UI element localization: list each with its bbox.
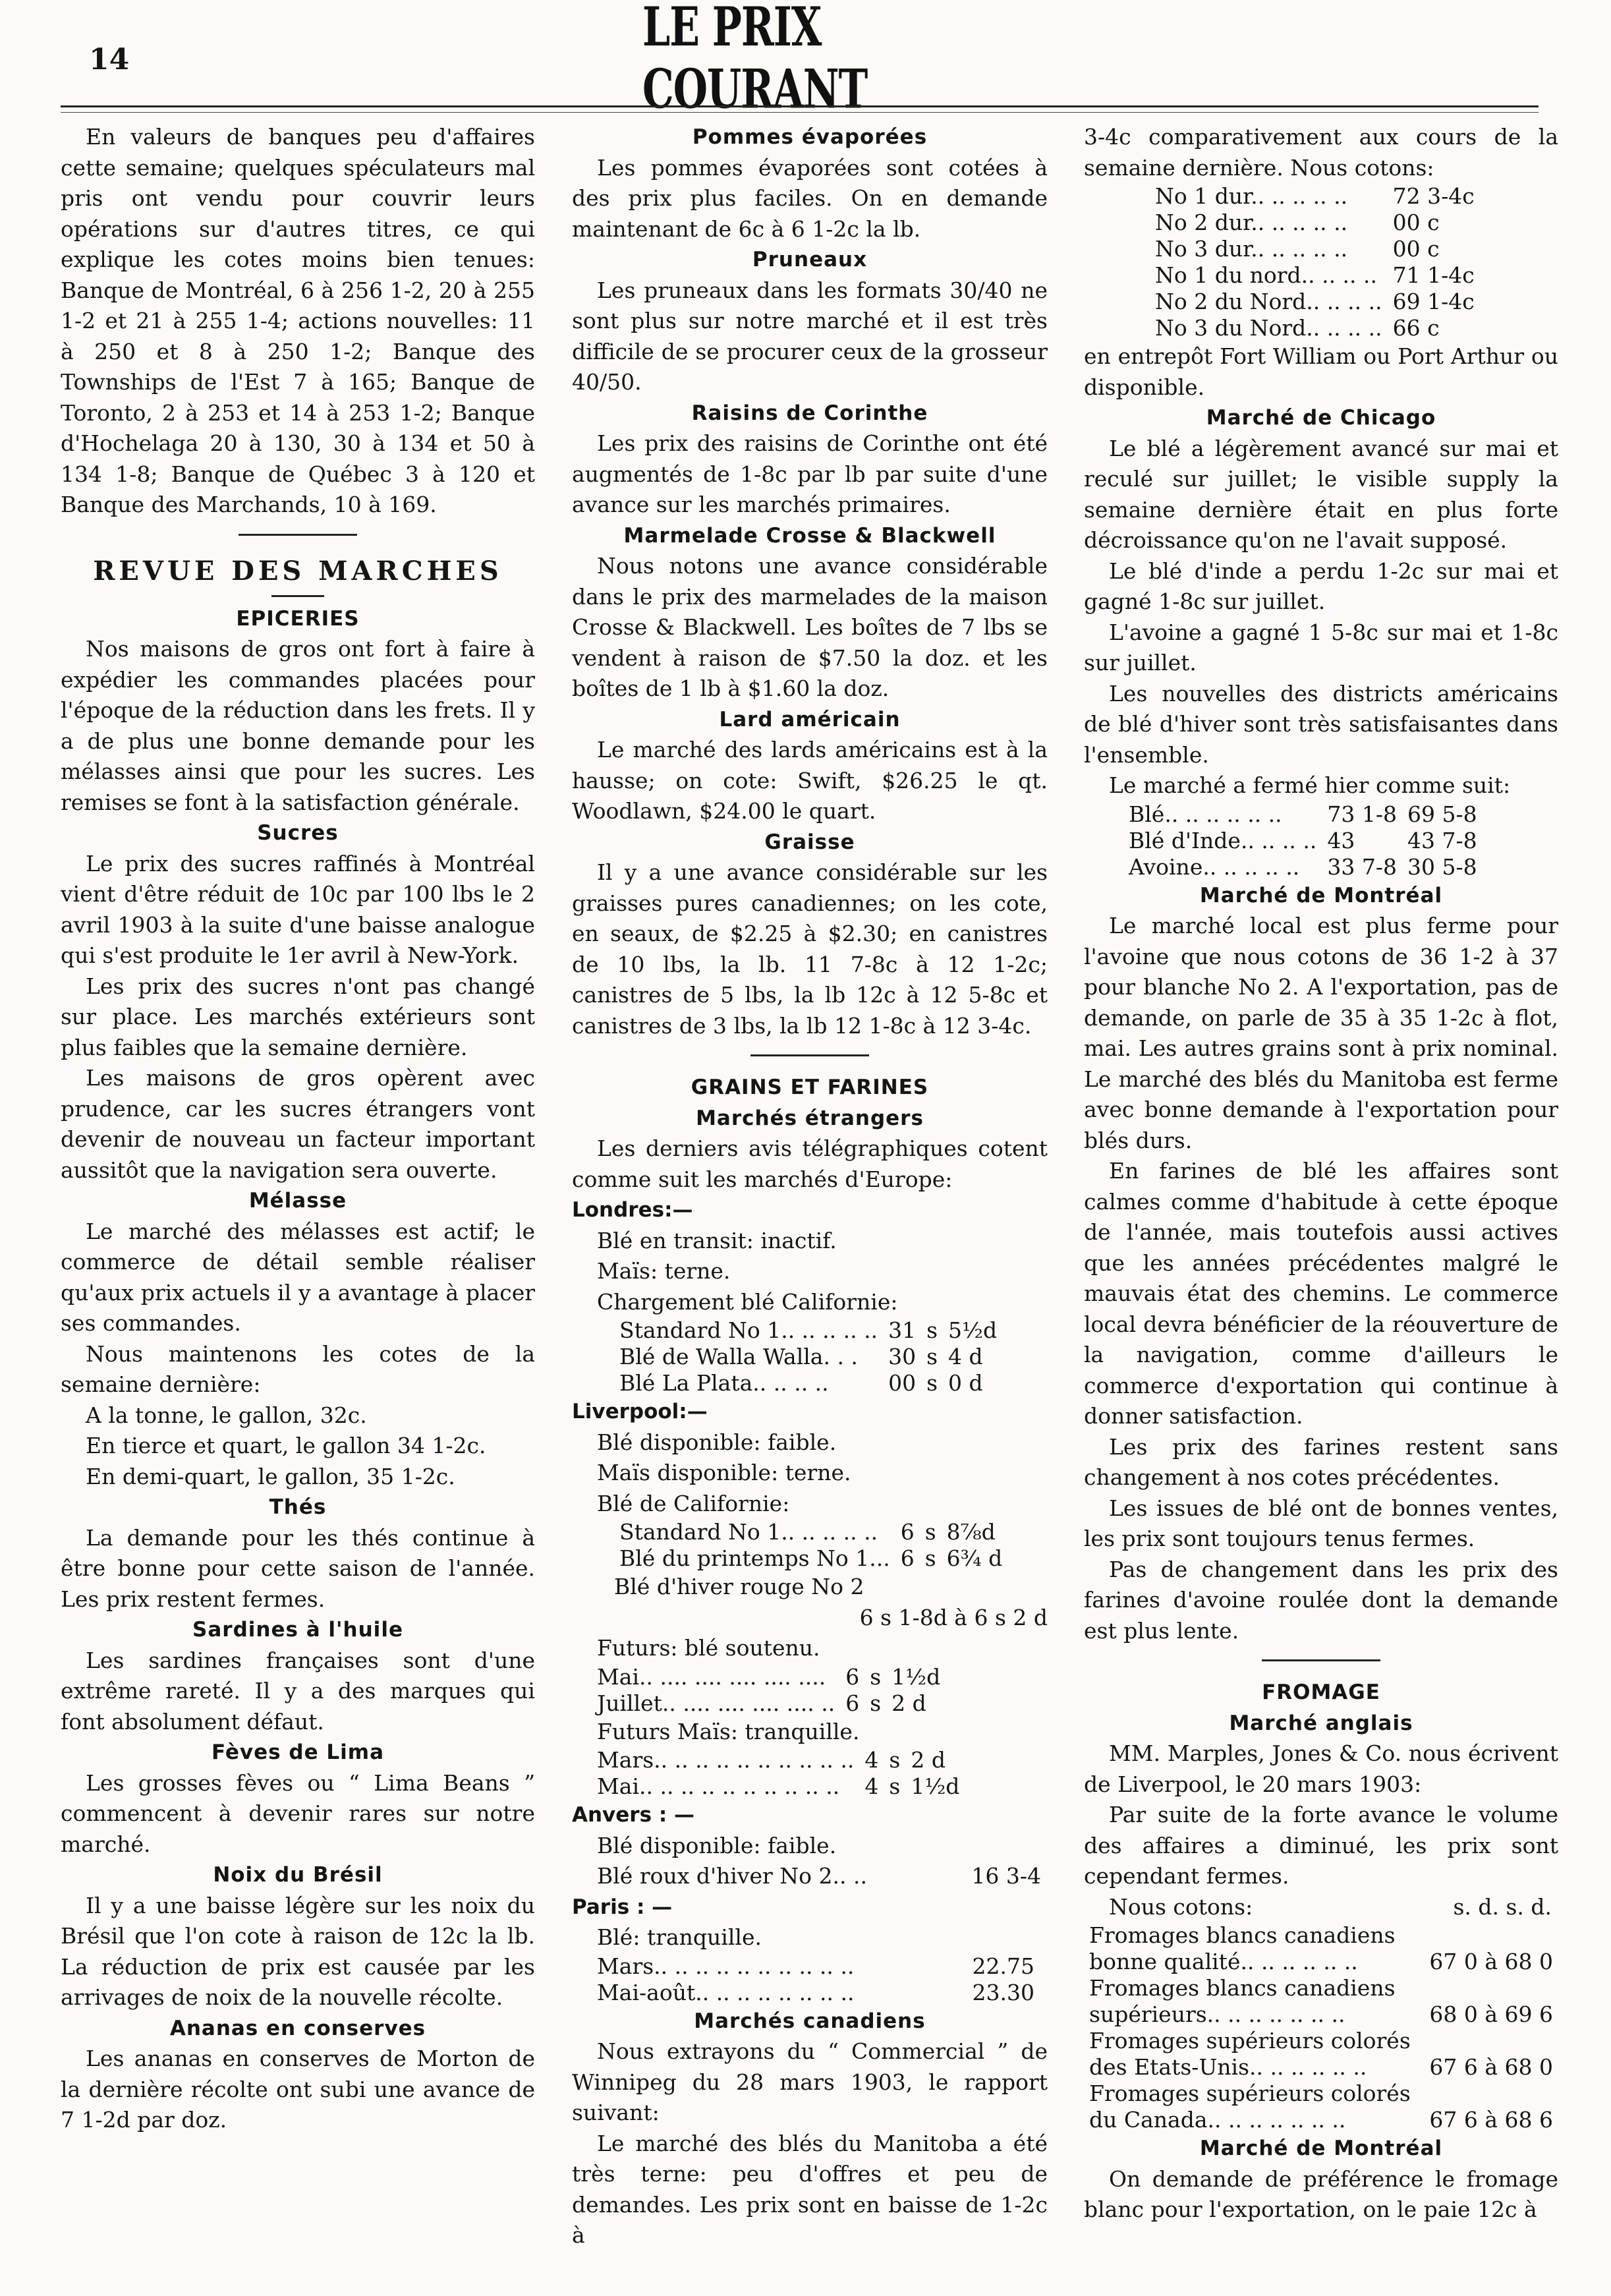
table-row <box>614 1317 1002 1344</box>
paragraph: Le blé a légèrement avancé sur mai et reculé sur juillet; le visible supply la semaine dernière était en plus forte décroissance qu'on ne l'avait supposé. <box>1084 435 1558 553</box>
table-cell: Blé.. .. .. .. .. .. <box>1129 801 1282 827</box>
table-row <box>614 1545 1007 1572</box>
table-cell: 6 <box>900 1545 915 1571</box>
masthead-logo <box>642 0 969 121</box>
paragraph: On demande de préférence le fromage blanc pour l'exportation, on le paie 12c à <box>1084 2166 1558 2222</box>
table-cell: Avoine.. .. .. .. .. <box>1129 853 1300 880</box>
paragraph: Les sardines françaises sont d'une extrême rareté. Il y a des marques qui font absolument défaut. <box>61 1647 535 1735</box>
paragraph: Les prix des farines restent sans changement à nos cotes précédentes. <box>1084 1433 1558 1490</box>
subheading: Graisse <box>764 830 855 854</box>
subheading: Marmelade Crosse & Blackwell <box>623 523 996 548</box>
paragraph: Les nouvelles des districts américains de blé d'hiver sont très satisfaisantes dans l'ensemble. <box>1084 680 1558 768</box>
paragraph: Nous maintenons les cotes de la semaine dernière: <box>61 1340 535 1397</box>
market-label: Londres:— <box>572 1198 693 1222</box>
subheading: Marché de Montréal <box>1199 883 1443 907</box>
table-row <box>592 1980 1040 2006</box>
table-cell: du Canada.. .. .. .. .. .. .. <box>1089 2107 1346 2133</box>
subheading: Marché de Chicago <box>1206 406 1436 430</box>
table-cell: Blé La Plata.. .. .. .. <box>619 1370 829 1396</box>
subheading: Noix du Brésil <box>213 1863 383 1887</box>
paragraph: Le marché des mélasses est actif; le commerce de détail semble réaliser qu'aux prix actuels il y a avantage à placer ses commandes. <box>61 1218 535 1336</box>
market-line: Chargement blé Californie: <box>597 1288 898 1315</box>
paragraph: Il y a une baisse légère sur les noix du Brésil que l'on cote à raison de 12c la lb. La réduction de prix est causée par les arrivages de noix de la nouvelle récolte. <box>61 1892 535 2010</box>
table-row <box>1123 801 1483 828</box>
paragraph: Les derniers avis télégraphiques cotent comme suit les marchés d'Europe: <box>572 1135 1048 1192</box>
table-cell: 72 3-4c <box>1392 183 1475 209</box>
table-cell: 31 <box>888 1317 917 1343</box>
paragraph: Il y a une avance considérable sur les graisses pures canadiennes; on les cote, en seaux, de $2.25 à $2.30; en canistres de 10 lbs, la lb. 11 7-8c à 12 1-2c; canistres de 5 lbs, la lb 12c à 12 5-8c et canistres de 3 lbs, la lb 12 1-8c à 12 3-4c. <box>572 859 1048 1039</box>
section-divider <box>271 595 324 597</box>
table-row <box>1084 1949 1558 1975</box>
section-heading: EPICERIES <box>236 606 360 631</box>
table-cell: 71 1-4c <box>1392 262 1475 288</box>
subheading: Marchés étrangers <box>696 1106 924 1130</box>
table-cell: supérieurs.. .. .. .. .. .. .. <box>1089 2001 1345 2027</box>
table-row <box>1084 1922 1558 1949</box>
market-line <box>572 1861 1048 1892</box>
table-cell: 43 <box>1327 827 1355 853</box>
paragraph: Les maisons de gros opèrent avec prudence, car les sucres étrangers vont devenir de nouveau un facteur important aussitôt que la navigation sera ouverte. <box>61 1065 535 1183</box>
table-cell: No 2 du Nord.. .. .. .. <box>1155 289 1382 314</box>
table-cell: bonne qualité.. .. .. .. .. .. <box>1089 1949 1358 1974</box>
table-cell: 68 0 à 69 6 <box>1429 2001 1553 2027</box>
header-rule <box>61 105 1539 107</box>
market-line: 6 s 1-8d à 6 s 2 d <box>859 1604 1048 1630</box>
table-row <box>1123 854 1483 880</box>
subheading: Pruneaux <box>752 248 868 272</box>
table-cell: 00 c <box>1392 210 1440 235</box>
table-row <box>1084 2028 1558 2054</box>
table-cell <box>1422 2028 1558 2054</box>
table-cell: Fromages blancs canadiens <box>1089 1922 1396 1948</box>
section-divider <box>239 534 357 536</box>
table-row <box>614 1344 1002 1370</box>
subheading: Ananas en conserves <box>169 2016 426 2040</box>
price-table <box>1123 801 1483 880</box>
market-line: Maïs: terne. <box>597 1258 731 1284</box>
table-cell: 00 <box>888 1370 917 1396</box>
table-cell: 69 1-4c <box>1392 289 1475 314</box>
table-cell: 6 <box>845 1663 860 1690</box>
table-row <box>614 1519 1007 1545</box>
table-cell: s <box>926 1317 938 1343</box>
paragraph: Le marché des lards américains est à la hausse; on cote: Swift, $26.25 le qt. Woodlawn, $24.00 le quart. <box>572 737 1048 824</box>
paragraph: Les pruneaux dans les formats 30/40 ne sont plus sur notre marché et il est très difficile de se procurer ceux de la grosseur 40/50. <box>572 277 1048 395</box>
table-cell: 30 <box>888 1344 917 1369</box>
market-label: Anvers : — <box>572 1803 695 1827</box>
page-number: 14 <box>89 43 130 76</box>
paragraph: 3-4c comparativement aux cours de la semaine dernière. Nous cotons: <box>1084 124 1558 181</box>
table-cell: Juillet.. .... .... .... .... .. <box>597 1690 835 1716</box>
table-cell: Blé de Walla Walla. . . <box>619 1344 858 1369</box>
table-cell: Mai.. .. .. .. .. .. .. .. .. .. <box>597 1773 840 1799</box>
market-line: Blé disponible: faible. <box>597 1832 837 1858</box>
paragraph: Nos maisons de gros ont fort à faire à expédier les commandes placées pour l'époque de la réduction dans les frets. Il y a de plus une bonne demande pour les mélasses ainsi que pour les sucres. Les remises se font à la satisfaction générale. <box>61 636 535 815</box>
market-line: Blé en transit: inactif. <box>597 1227 837 1253</box>
paragraph: Le marché des blés du Manitoba a été très terne: peu d'offres et peu de demandes. Les prix sont en baisse de 1-2c à <box>572 2130 1048 2248</box>
price-header <box>1084 1892 1558 1923</box>
table-cell: No 2 dur.. .. .. .. .. <box>1155 210 1348 235</box>
market-line: Maïs disponible: terne. <box>597 1460 851 1485</box>
section-title: REVUE DES MARCHES <box>93 555 503 587</box>
table-cell: Mars.. .. .. .. .. .. .. .. .. .. <box>597 1747 855 1773</box>
table-row <box>1084 2054 1558 2081</box>
table-cell <box>1422 2081 1558 2107</box>
section-divider <box>750 1054 869 1056</box>
price-line: En tierce et quart, le gallon 34 1-2c. <box>86 1433 486 1458</box>
market-line: Blé d'hiver rouge No 2 <box>614 1574 864 1599</box>
paragraph: En farines de blé les affaires sont calmes comme d'habitude à cette époque de l'année, mais toutefois aussi actives que les années précédentes malgré le mauvais état des chemins. Le commerce local devra bénéficier de la réouverture de la navigation, comme d'ailleurs le commerce d'exportation qui continue à donner satisfaction. <box>1084 1158 1558 1429</box>
market-label: Paris : — <box>572 1895 673 1919</box>
table-row <box>1150 289 1480 315</box>
table-cell: 43 7-8 <box>1407 827 1477 853</box>
paragraph: Les issues de blé ont de bonnes ventes, les prix sont toujours tenus fermes. <box>1084 1495 1558 1551</box>
price-table <box>592 1747 965 1800</box>
paragraph: Le marché local est plus ferme pour l'avoine que nous cotons de 36 1-2 à 37 pour blanche No 2. A l'exportation, pas de demande, on parle de 35 à 35 1-2c à flot, mai. Les autres grains sont à prix nominal. Le marché des blés du Manitoba est ferme avec bonne demande à l'exportation pour blés durs. <box>1084 913 1558 1153</box>
price-line: En demi-quart, le gallon, 35 1-2c. <box>86 1463 455 1489</box>
price-table <box>1150 183 1480 341</box>
table-cell: 73 1-8 <box>1327 801 1397 827</box>
table-cell: des Etats-Unis.. .. .. .. .. .. <box>1089 2054 1367 2080</box>
paragraph: La demande pour les thés continue à être bonne pour cette saison de l'année. Les prix restent fermes. <box>61 1524 535 1612</box>
column-2 <box>572 122 1048 2251</box>
table-cell: s <box>870 1690 882 1716</box>
paragraph: en entrepôt Fort William ou Port Arthur ou disponible. <box>1084 343 1558 400</box>
table-cell: 4 <box>864 1747 879 1773</box>
subheading: Sucres <box>257 821 339 845</box>
table-row <box>592 1747 965 1773</box>
market-line: Blé: tranquille. <box>597 1924 762 1950</box>
table-cell: s <box>889 1773 901 1799</box>
section-heading: GRAINS ET FARINES <box>691 1076 929 1099</box>
table-cell: s <box>926 1344 938 1369</box>
table-cell: s <box>924 1545 936 1571</box>
market-line: Futurs: blé soutenu. <box>597 1635 820 1661</box>
market-line: Futurs Maïs: tranquille. <box>597 1718 860 1744</box>
paragraph: Les grosses fèves ou “ Lima Beans ” commencent à devenir rares sur notre marché. <box>61 1769 535 1857</box>
table-cell: s <box>924 1519 936 1545</box>
table-cell: 67 6 à 68 0 <box>1429 2054 1553 2080</box>
paragraph: Pas de changement dans les prix des farines d'avoine roulée dont la demande est plus lente. <box>1084 1556 1558 1644</box>
table-cell: 0 d <box>948 1370 983 1396</box>
market-line-label: Blé roux d'hiver No 2.. .. <box>597 1863 867 1889</box>
table-cell: 33 7-8 <box>1327 853 1397 880</box>
table-cell: 23.30 <box>972 1979 1034 2005</box>
table-cell: 00 c <box>1392 236 1440 262</box>
table-cell <box>1422 1922 1558 1949</box>
subheading: Marché de Montréal <box>1199 2137 1443 2160</box>
table-cell: 5½d <box>948 1317 998 1343</box>
paragraph: Nous extrayons du “ Commercial ” de Winnipeg du 28 mars 1903, le rapport suivant: <box>572 2038 1048 2125</box>
table-row <box>614 1370 1002 1396</box>
price-table <box>614 1317 1002 1396</box>
paragraph: Nous notons une avance considérable dans le prix des marmelades de la maison Crosse & Blackwell. Les boîtes de 7 lbs se vendent à raison de $7.50 la doz. et les boîtes de 1 lb à $1.60 la doz. <box>572 553 1048 701</box>
table-cell: s <box>889 1747 901 1773</box>
table-row <box>592 1773 965 1800</box>
table-row <box>592 1664 946 1690</box>
table-cell <box>1422 1975 1558 2001</box>
table-row <box>1084 2107 1558 2133</box>
header-rule-thin <box>61 112 1539 113</box>
column-1 <box>61 122 535 2136</box>
price-line: A la tonne, le gallon, 32c. <box>86 1402 367 1428</box>
paragraph: Les prix des sucres n'ont pas changé sur place. Les marchés extérieurs sont plus faibles que la semaine dernière. <box>61 973 535 1060</box>
table-cell: 30 5-8 <box>1407 853 1477 880</box>
table-cell: Standard No 1.. .. .. .. .. <box>619 1317 878 1343</box>
table-cell: 4 <box>864 1773 879 1799</box>
table-cell: No 1 dur.. .. .. .. .. <box>1155 183 1348 209</box>
price-table <box>1084 1922 1558 2133</box>
table-cell: 22.75 <box>972 1953 1034 1979</box>
table-cell: Fromages blancs canadiens <box>1089 1975 1396 2001</box>
column-3 <box>1084 122 1558 2225</box>
table-cell: Blé du printemps No 1... <box>619 1545 890 1571</box>
table-cell: 66 c <box>1392 315 1440 341</box>
table-cell: 1½d <box>891 1663 941 1690</box>
subheading: Pommes évaporées <box>692 125 928 149</box>
paragraph: Le marché a fermé hier comme suit: <box>1109 772 1511 798</box>
table-cell: No 3 dur.. .. .. .. .. <box>1155 236 1348 262</box>
price-table <box>592 1953 1040 2006</box>
table-cell: 8⅞d <box>946 1519 996 1545</box>
table-cell: s <box>926 1370 938 1396</box>
section-heading: FROMAGE <box>1262 1680 1380 1704</box>
table-cell: 6¾ d <box>946 1545 1003 1571</box>
subheading: Raisins de Corinthe <box>691 401 928 425</box>
subheading: Fèves de Lima <box>211 1740 385 1764</box>
subheading: Thés <box>269 1495 327 1519</box>
table-row <box>1084 2081 1558 2107</box>
table-cell: 4 d <box>948 1344 983 1369</box>
table-row <box>1084 2001 1558 2028</box>
table-row <box>592 1953 1040 1980</box>
price-header-label: Nous cotons: <box>1109 1893 1253 1920</box>
section-divider <box>1262 1659 1380 1661</box>
paragraph: MM. Marples, Jones & Co. nous écrivent de Liverpool, le 20 mars 1903: <box>1084 1740 1558 1797</box>
table-cell: 69 5-8 <box>1407 801 1477 827</box>
table-cell: 2 d <box>891 1690 926 1716</box>
table-cell: No 1 du nord.. .. .. .. <box>1155 262 1377 288</box>
price-table <box>592 1664 946 1717</box>
paragraph: En valeurs de banques peu d'affaires cette semaine; quelques spéculateurs mal pris ont vendu pour couvrir leurs opérations sur d'autres titres, ce qui explique les cotes moins bien tenues: Banque de Montréal, 6 à 256 1-2, 20 à 255 1-2 et 21 à 255 1-4; actions nouvelles: 11 à 250 et 8 à 250 1-2; Banque des Townships de l'Est 7 à 165; Banque de Toronto, 2 à 253 et 14 à 253 1-2; Banque d'Hochelaga 20 à 130, 30 à 134 et 50 à 134 1-8; Banque de Québec 3 à 120 et Banque des Marchands, 10 à 169. <box>61 124 535 517</box>
table-cell: 2 d <box>911 1747 946 1773</box>
table-cell: Mai-août.. .. .. .. .. .. .. .. <box>597 1979 855 2005</box>
table-cell: 67 0 à 68 0 <box>1429 1949 1553 1974</box>
table-row <box>1150 262 1480 289</box>
subheading: Lard américain <box>719 707 901 732</box>
subheading: Marchés canadiens <box>694 2009 926 2033</box>
market-line: Blé de Californie: <box>597 1490 790 1516</box>
paragraph: Le blé d'inde a perdu 1-2c sur mai et gagné 1-8c sur juillet. <box>1084 558 1558 614</box>
paragraph: Le prix des sucres raffinés à Montréal vient d'être réduit de 10c par 100 lbs le 2 avril 1903 à la suite d'une baisse analogue qui s'est produite le 1er avril à New-York. <box>61 850 535 968</box>
table-cell: Standard No 1.. .. .. .. .. <box>619 1519 878 1545</box>
table-row <box>592 1690 946 1717</box>
price-table <box>614 1519 1007 1572</box>
table-cell: 6 <box>845 1690 860 1716</box>
table-row <box>1123 828 1483 854</box>
market-label: Liverpool:— <box>572 1400 708 1423</box>
price-header-units: s. d. s. d. <box>1453 1893 1552 1920</box>
table-row <box>1150 183 1480 210</box>
paragraph: Par suite de la forte avance le volume des affaires a diminué, les prix sont cependant fermes. <box>1084 1802 1558 1889</box>
table-cell: No 3 du Nord.. .. .. .. <box>1155 315 1382 341</box>
table-cell: Fromages supérieurs colorés <box>1089 2081 1411 2106</box>
paragraph: L'avoine a gagné 1 5-8c sur mai et 1-8c sur juillet. <box>1084 619 1558 675</box>
table-cell: s <box>870 1663 882 1690</box>
subheading: Marché anglais <box>1229 1711 1413 1735</box>
masthead-title: LE PRIX COURANT <box>642 0 868 121</box>
subheading: Sardines à l'huile <box>192 1618 403 1642</box>
table-cell: Blé d'Inde.. .. .. .. <box>1129 827 1317 853</box>
table-row <box>1150 315 1480 341</box>
table-row <box>1150 236 1480 262</box>
table-cell: 67 6 à 68 6 <box>1429 2107 1553 2133</box>
table-row <box>1084 1975 1558 2001</box>
table-cell: Mai.. .... .... .... .... .... <box>597 1663 826 1690</box>
market-line-value: 16 3-4 <box>971 1863 1041 1889</box>
table-cell: 6 <box>900 1519 915 1545</box>
paragraph: Les pommes évaporées sont cotées à des prix plus faciles. On en demande maintenant de 6c à 6 1-2c la lb. <box>572 154 1048 242</box>
table-cell: Fromages supérieurs colorés <box>1089 2028 1411 2053</box>
subheading: Mélasse <box>248 1189 347 1213</box>
paragraph: Les ananas en conserves de Morton de la dernière récolte ont subi une avance de 7 1-2d par doz. <box>61 2046 535 2133</box>
paragraph: Les prix des raisins de Corinthe ont été augmentés de 1-8c par lb par suite d'une avance sur les marchés primaires. <box>572 430 1048 517</box>
table-cell: Mars.. .. .. .. .. .. .. .. .. .. <box>597 1953 855 1979</box>
table-row <box>1150 210 1480 236</box>
market-line: Blé disponible: faible. <box>597 1429 837 1455</box>
table-cell: 1½d <box>911 1773 960 1799</box>
